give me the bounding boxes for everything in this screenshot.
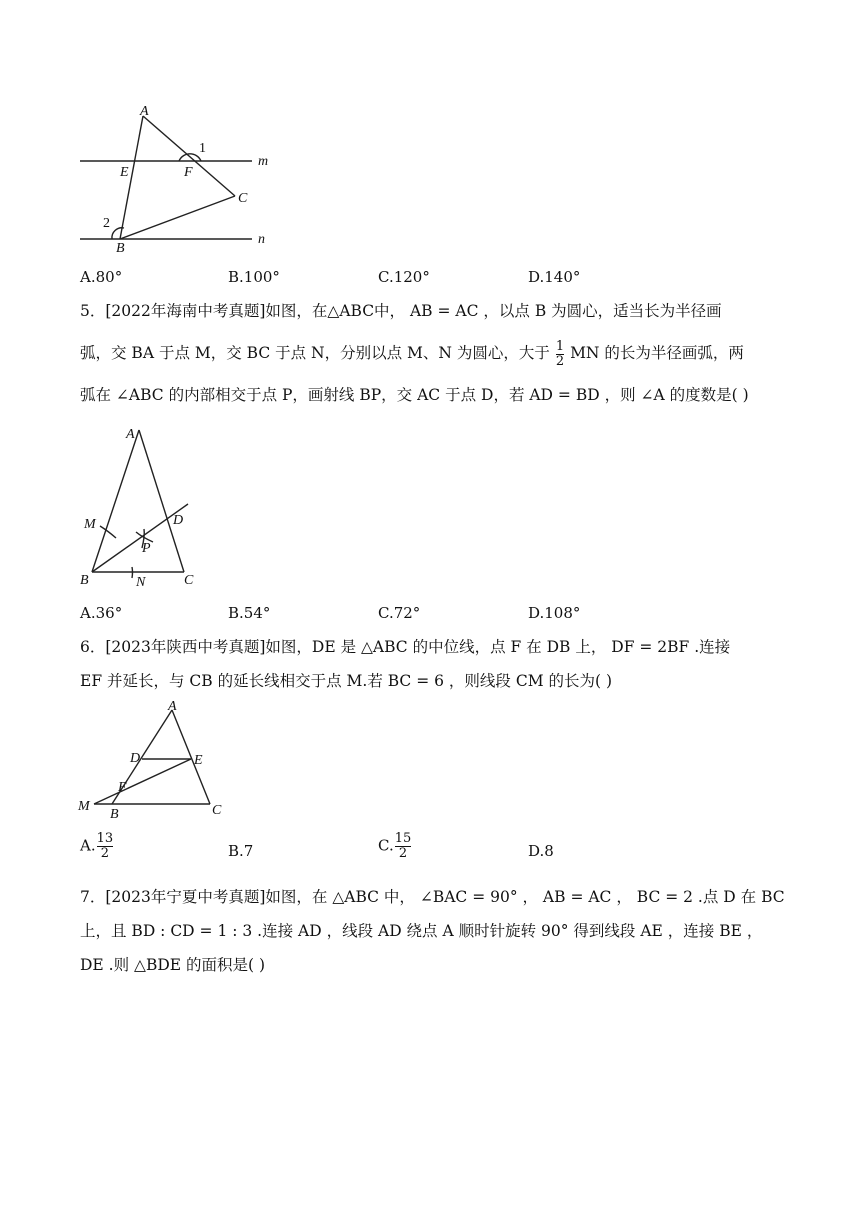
q5-fraction-num: 1 xyxy=(555,338,565,354)
q7-line-1: 7．[2023年宁夏中考真题]如图，在 △ABC 中， ∠BAC = 90° ， AB = AC ， BC = 2 .点 D 在 BC xyxy=(80,888,785,906)
segment-ac xyxy=(143,116,235,196)
label-n: N xyxy=(136,575,146,590)
q6-options xyxy=(80,830,800,872)
q7-text xyxy=(80,880,800,990)
q4-option-d[interactable]: D.140° xyxy=(528,268,581,286)
label-d: D xyxy=(173,513,184,528)
q6-option-a[interactable] xyxy=(80,832,114,861)
q4-options xyxy=(80,268,800,292)
figure-q6-svg xyxy=(78,700,238,824)
label-n-line: n xyxy=(258,232,265,247)
figure-q5-svg xyxy=(78,424,228,594)
q5-line-3: 弧在 ∠ABC 的内部相交于点 P，画射线 BP，交 AC 于点 D，若 AD = BD ，则 ∠A 的度数是( ) xyxy=(80,386,749,404)
q5-option-b[interactable]: B.54° xyxy=(228,604,271,622)
q6-option-b[interactable]: B.7 xyxy=(228,842,254,860)
q4-option-b[interactable]: B.100° xyxy=(228,268,280,286)
arc-n xyxy=(132,567,133,578)
label-e: E xyxy=(194,753,203,768)
label-a: A xyxy=(168,699,177,714)
label-b: B xyxy=(80,573,89,588)
q7-line-2: 上，且 BD : CD = 1 : 3 .连接 AD ，线段 AD 绕点 A 顺时针旋转 90° 得到线段 AE ，连接 BE ， xyxy=(80,922,763,940)
q6-line-2: EF 并延长，与 CB 的延长线相交于点 M.若 BC = 6 ，则线段 CM 的长为( ) xyxy=(80,672,613,690)
label-f: F xyxy=(184,165,193,180)
label-a: A xyxy=(140,104,149,119)
label-b: B xyxy=(110,807,119,822)
label-c: C xyxy=(212,803,222,818)
q5-line-2 xyxy=(80,336,744,370)
q5-option-d[interactable]: D.108° xyxy=(528,604,581,622)
q4-option-c[interactable]: C.120° xyxy=(378,268,430,286)
q6-option-c-den: 2 xyxy=(395,846,412,861)
figure-q6 xyxy=(78,700,238,824)
figure-q4 xyxy=(78,104,278,254)
label-f: F xyxy=(118,780,127,795)
q6-option-c-fraction xyxy=(395,832,412,861)
label-c: C xyxy=(238,191,248,206)
q5-line-2-tail: MN 的长为半径画弧，两 xyxy=(570,344,744,362)
q5-options xyxy=(80,604,800,628)
q6-option-a-den: 2 xyxy=(97,846,114,861)
q7-line-3: DE .则 △BDE 的面积是( ) xyxy=(80,956,266,974)
q5-option-c[interactable]: C.72° xyxy=(378,604,421,622)
q5-fraction xyxy=(556,340,564,369)
q4-option-a[interactable]: A.80° xyxy=(80,268,123,286)
segment-em xyxy=(94,759,191,804)
label-p: P xyxy=(142,541,151,556)
q6-option-c[interactable] xyxy=(378,832,412,861)
q5-fraction-den: 2 xyxy=(555,353,565,369)
q6-line-1: 6．[2023年陕西中考真题]如图，DE 是 △ABC 的中位线，点 F 在 DB 上， DF = 2BF .连接 xyxy=(80,638,731,656)
q6-text xyxy=(80,630,800,700)
q5-text xyxy=(80,294,800,434)
q5-line-2-text: 弧，交 BA 于点 M，交 BC 于点 N，分别以点 M、N 为圆心，大于 xyxy=(80,344,550,362)
label-m-line: m xyxy=(258,154,269,169)
label-angle-1: 1 xyxy=(199,141,206,156)
segment-ac xyxy=(172,710,210,804)
label-angle-2: 2 xyxy=(103,216,110,231)
figure-q5 xyxy=(78,424,228,594)
q6-option-a-fraction xyxy=(97,832,114,861)
label-c: C xyxy=(184,573,194,588)
label-b: B xyxy=(116,241,125,256)
segment-bc xyxy=(120,196,235,239)
arc-m xyxy=(100,526,116,538)
q5-option-a[interactable]: A.36° xyxy=(80,604,123,622)
q5-line-1: 5．[2022年海南中考真题]如图，在△ABC中， AB = AC ，以点 B 为圆心，适当长为半径画 xyxy=(80,302,722,320)
label-m: M xyxy=(78,799,90,814)
q6-option-c-num: 15 xyxy=(394,831,412,846)
q6-option-d[interactable]: D.8 xyxy=(528,842,554,860)
label-m: M xyxy=(84,517,96,532)
figure-q4-svg xyxy=(78,104,278,254)
label-e: E xyxy=(120,165,129,180)
label-d: D xyxy=(130,751,141,766)
q6-option-c-prefix: C. xyxy=(378,836,394,855)
segment-ab xyxy=(92,430,139,572)
q6-option-a-num: 13 xyxy=(96,831,114,846)
q6-option-a-prefix: A. xyxy=(80,836,96,855)
label-a: A xyxy=(126,427,135,442)
